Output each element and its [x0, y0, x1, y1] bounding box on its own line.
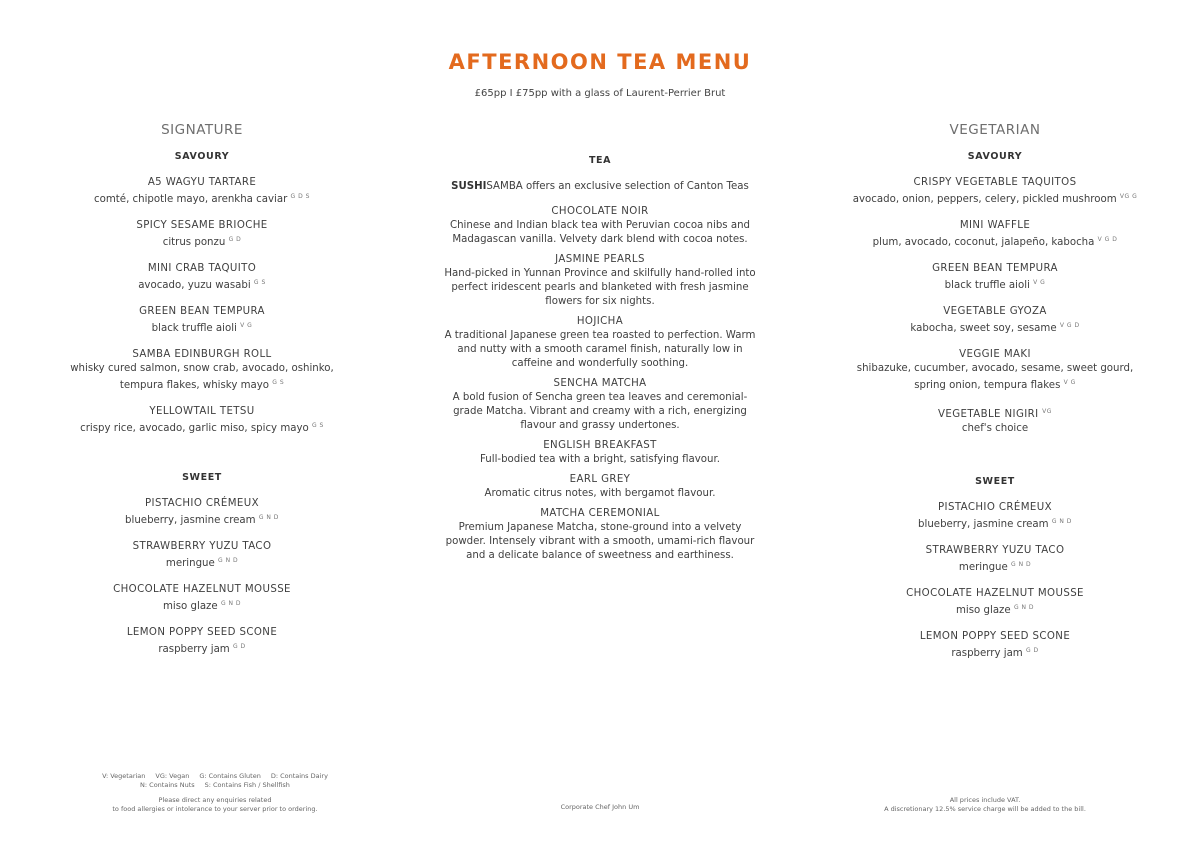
menu-item-description-text: avocado, onion, peppers, celery, pickled mushroom: [852, 194, 1117, 205]
menu-item: [62, 262, 342, 293]
signature-heading: SIGNATURE: [161, 122, 243, 138]
dietary-marks: V G D: [1097, 236, 1118, 243]
dietary-marks: G D S: [290, 193, 310, 200]
service-charge-note: A discretionary 12.5% service charge will be added to the bill.: [884, 805, 1086, 813]
menu-item-description-text: meringue: [165, 558, 215, 569]
allergen-key-line-2: [60, 781, 370, 790]
menu-item-description-text: avocado, yuzu wasabi: [138, 280, 251, 291]
menu-item-name-text: MINI WAFFLE: [959, 220, 1031, 231]
menu-item-description: [840, 319, 1150, 336]
menu-item-name: [62, 348, 342, 362]
vegetarian-savoury-heading: SAVOURY: [967, 151, 1023, 162]
menu-item-description: [62, 554, 342, 571]
dietary-marks: G S: [272, 379, 285, 386]
menu-item: [62, 305, 342, 336]
menu-item: [62, 583, 342, 614]
tea-item: [440, 439, 760, 467]
menu-item-name: [840, 587, 1150, 601]
menu-item-name: [840, 405, 1150, 422]
menu-item-description-text: crispy rice, avocado, garlic miso, spicy mayo: [80, 423, 309, 434]
menu-item-name: [840, 219, 1150, 233]
menu-item-description: [62, 419, 342, 436]
menu-item-name-text: STRAWBERRY YUZU TACO: [925, 545, 1065, 556]
menu-item-description-text: kabocha, sweet soy, sesame: [910, 323, 1057, 334]
dietary-marks: G N D: [220, 600, 242, 607]
signature-column: [62, 122, 342, 669]
menu-item-name-text: LEMON POPPY SEED SCONE: [126, 627, 278, 638]
menu-item-description: [62, 190, 342, 207]
tea-item: [440, 205, 760, 247]
menu-item: [840, 630, 1150, 661]
menu-item-name: [62, 626, 342, 640]
tea-item-name: JASMINE PEARLS: [555, 254, 645, 265]
menu-item-name-text: VEGETABLE GYOZA: [943, 306, 1047, 317]
menu-item: [840, 348, 1150, 393]
menu-item-description-text: comté, chipotle mayo, arenkha caviar: [94, 194, 288, 205]
tea-item-description: Chinese and Indian black tea with Peruvian cocoa nibs and Madagascan vanilla. Velvety dark blend with cocoa notes.: [449, 220, 751, 245]
menu-item-name-text: GREEN BEAN TEMPURA: [932, 263, 1058, 274]
signature-sweet-heading: SWEET: [182, 472, 222, 483]
menu-item-name: [62, 405, 342, 419]
dietary-marks: G S: [312, 422, 324, 429]
menu-item-name-text: STRAWBERRY YUZU TACO: [132, 541, 272, 552]
menu-item-description: [840, 601, 1150, 618]
menu-item-description: [62, 319, 342, 336]
menu-item-name-text: SAMBA EDINBURGH ROLL: [132, 349, 272, 360]
vegetarian-sweet-list: [840, 501, 1150, 661]
tea-item-description: A bold fusion of Sencha green tea leaves and ceremonial-grade Matcha. Vibrant and creamy with a rich, energizing flavour and grassy undertones.: [452, 392, 748, 431]
allergy-note-line-2: to food allergies or intolerance to your server prior to ordering.: [112, 805, 318, 813]
dietary-marks: G N D: [1051, 518, 1072, 525]
menu-item-description: [840, 362, 1150, 393]
pricing-note-footer: [840, 796, 1130, 814]
allergen-key-entry: V: Vegetarian: [102, 772, 146, 780]
chef-credit: Corporate Chef John Um: [560, 803, 640, 811]
menu-item: [62, 540, 342, 571]
menu-item-description: [840, 515, 1150, 532]
menu-item-description-text: raspberry jam: [951, 648, 1023, 659]
menu-item: [840, 219, 1150, 250]
menu-item-name-text: VEGETABLE NIGIRI: [938, 409, 1039, 420]
menu-title: AFTERNOON TEA MENU: [448, 50, 752, 74]
allergen-key-footer: [60, 772, 370, 814]
menu-item-name: [840, 544, 1150, 558]
dietary-marks: G N D: [1011, 561, 1032, 568]
tea-item-name: HOJICHA: [576, 316, 624, 327]
tea-item: [440, 253, 760, 309]
signature-sweet-list: [62, 497, 342, 657]
tea-heading: TEA: [588, 155, 612, 166]
menu-item-name: [62, 583, 342, 597]
menu-item: [840, 501, 1150, 532]
allergy-note-line-1: Please direct any enquiries related: [158, 796, 272, 804]
tea-item-name: ENGLISH BREAKFAST: [543, 440, 657, 451]
dietary-marks: G N D: [258, 514, 279, 521]
tea-item-description: Full-bodied tea with a bright, satisfying flavour.: [479, 454, 720, 465]
menu-item-description: [840, 644, 1150, 661]
vegetarian-savoury-list: [840, 176, 1150, 436]
menu-item: [62, 176, 342, 207]
price-line: £65pp I £75pp with a glass of Laurent-Perrier Brut: [474, 88, 726, 99]
menu-item-name-text: VEGGIE MAKI: [959, 349, 1031, 360]
dietary-marks: G N D: [1013, 604, 1035, 611]
menu-item: [840, 405, 1150, 436]
menu-item-description-text: blueberry, jasmine cream: [918, 519, 1049, 530]
tea-column: [440, 155, 760, 569]
tea-item-name: EARL GREY: [569, 474, 631, 485]
menu-item-name-text: CRISPY VEGETABLE TAQUITOS: [913, 177, 1077, 188]
menu-item-description: [62, 233, 342, 250]
menu-item-name-text: CHOCOLATE HAZELNUT MOUSSE: [906, 588, 1084, 599]
menu-item: [840, 305, 1150, 336]
dietary-marks: G D: [1025, 647, 1039, 654]
signature-savoury-heading: SAVOURY: [174, 151, 230, 162]
menu-item: [840, 176, 1150, 207]
allergen-key-entry: S: Contains Fish / Shellfish: [204, 781, 290, 789]
menu-item-name: [840, 305, 1150, 319]
tea-item: [440, 377, 760, 433]
menu-item-name-text: A5 WAGYU TARTARE: [147, 177, 257, 188]
menu-item-description-text: black truffle aioli: [944, 280, 1030, 291]
dietary-marks: V G: [240, 322, 253, 329]
menu-item-name-text: PISTACHIO CRÉMEUX: [145, 498, 259, 509]
menu-item-description: [840, 276, 1150, 293]
dietary-marks: VG: [1042, 408, 1052, 415]
dietary-marks: G D: [228, 236, 242, 243]
menu-item-name: [840, 262, 1150, 276]
menu-item: [62, 497, 342, 528]
allergen-key-entry: VG: Vegan: [155, 772, 190, 780]
menu-item-description-text: miso glaze: [955, 605, 1011, 616]
dietary-marks: G S: [253, 279, 266, 286]
menu-item-name: [840, 176, 1150, 190]
menu-item-description: [840, 233, 1150, 250]
dietary-marks: V G: [1063, 379, 1076, 386]
allergen-key-entry: N: Contains Nuts: [140, 781, 195, 789]
menu-item-description-text: blueberry, jasmine cream: [125, 515, 256, 526]
vegetarian-column: [840, 122, 1150, 673]
menu-item-description: [840, 422, 1150, 436]
menu-item-name-text: GREEN BEAN TEMPURA: [139, 306, 265, 317]
tea-list: [440, 205, 760, 563]
signature-savoury-list: [62, 176, 342, 436]
tea-intro-brand: SUSHI: [451, 181, 487, 192]
dietary-marks: V G: [1033, 279, 1046, 286]
menu-item-name: [62, 305, 342, 319]
dietary-marks: V G D: [1059, 322, 1080, 329]
menu-item: [62, 405, 342, 436]
tea-item-description: Premium Japanese Matcha, stone-ground into a velvety powder. Intensely vibrant with a smooth, umami-rich flavour and a delicate balance of sweetness and earthiness.: [445, 522, 755, 561]
menu-item-description-text: plum, avocado, coconut, jalapeño, kabocha: [872, 237, 1095, 248]
menu-item-name-text: YELLOWTAIL TETSU: [149, 406, 255, 417]
menu-item-description: [62, 640, 342, 657]
menu-item-name: [62, 540, 342, 554]
tea-item-description: A traditional Japanese green tea roasted to perfection. Warm and nutty with a smooth caramel finish, naturally low in caffeine and wonderfully soothing.: [444, 330, 756, 369]
tea-intro-text: SAMBA offers an exclusive selection of Canton Teas: [486, 181, 749, 192]
menu-item: [840, 262, 1150, 293]
menu-item-name-text: PISTACHIO CRÉMEUX: [938, 502, 1052, 513]
tea-intro: [440, 180, 760, 194]
menu-item-name-text: SPICY SESAME BRIOCHE: [136, 220, 268, 231]
menu-item-name: [62, 262, 342, 276]
menu-item-description-text: raspberry jam: [158, 644, 230, 655]
menu-item-description-text: whisky cured salmon, snow crab, avocado, oshinko, tempura flakes, whisky mayo: [70, 363, 334, 391]
tea-item: [440, 315, 760, 371]
menu-item-description-text: citrus ponzu: [162, 237, 226, 248]
menu-item-description-text: chef's choice: [961, 423, 1029, 434]
dietary-marks: G N D: [218, 557, 239, 564]
menu-item-description: [62, 362, 342, 393]
menu-item-name-text: CHOCOLATE HAZELNUT MOUSSE: [113, 584, 291, 595]
tea-item: [440, 473, 760, 501]
menu-item: [62, 626, 342, 657]
tea-item-description: Aromatic citrus notes, with bergamot flavour.: [484, 488, 716, 499]
dietary-marks: G D: [232, 643, 246, 650]
menu-item-name-text: LEMON POPPY SEED SCONE: [919, 631, 1071, 642]
menu-item-description-text: shibazuke, cucumber, avocado, sesame, sweet gourd, spring onion, tempura flakes: [856, 363, 1134, 391]
tea-item-name: SENCHA MATCHA: [553, 378, 647, 389]
menu-item-description: [840, 190, 1150, 207]
menu-item-name: [840, 348, 1150, 362]
menu-item: [62, 219, 342, 250]
menu-item: [840, 544, 1150, 575]
menu-item-description: [62, 511, 342, 528]
tea-item-description: Hand-picked in Yunnan Province and skilfully hand-rolled into perfect iridescent pearls and blanketed with fresh jasmine flowers for six nights.: [444, 268, 756, 307]
menu-item-name: [840, 630, 1150, 644]
allergen-key-entry: G: Contains Gluten: [199, 772, 261, 780]
menu-item-name: [62, 219, 342, 233]
menu-item-name-text: MINI CRAB TAQUITO: [147, 263, 257, 274]
allergen-key-line-1: [60, 772, 370, 781]
tea-item-name: CHOCOLATE NOIR: [551, 206, 649, 217]
menu-item-description-text: miso glaze: [162, 601, 218, 612]
menu-item-description-text: black truffle aioli: [151, 323, 237, 334]
allergen-key-entry: D: Contains Dairy: [270, 772, 328, 780]
menu-item-name: [840, 501, 1150, 515]
menu-item-name: [62, 176, 342, 190]
menu-item-description: [62, 276, 342, 293]
tea-item-name: MATCHA CEREMONIAL: [540, 508, 660, 519]
menu-item: [840, 587, 1150, 618]
menu-item-description-text: meringue: [958, 562, 1008, 573]
tea-item: [440, 507, 760, 563]
dietary-marks: VG G: [1119, 193, 1138, 200]
menu-item-description: [840, 558, 1150, 575]
vegetarian-sweet-heading: SWEET: [975, 476, 1015, 487]
menu-item: [62, 348, 342, 393]
menu-item-name: [62, 497, 342, 511]
menu-item-description: [62, 597, 342, 614]
vegetarian-heading: VEGETARIAN: [949, 122, 1041, 138]
vat-note: All prices include VAT.: [949, 796, 1021, 804]
